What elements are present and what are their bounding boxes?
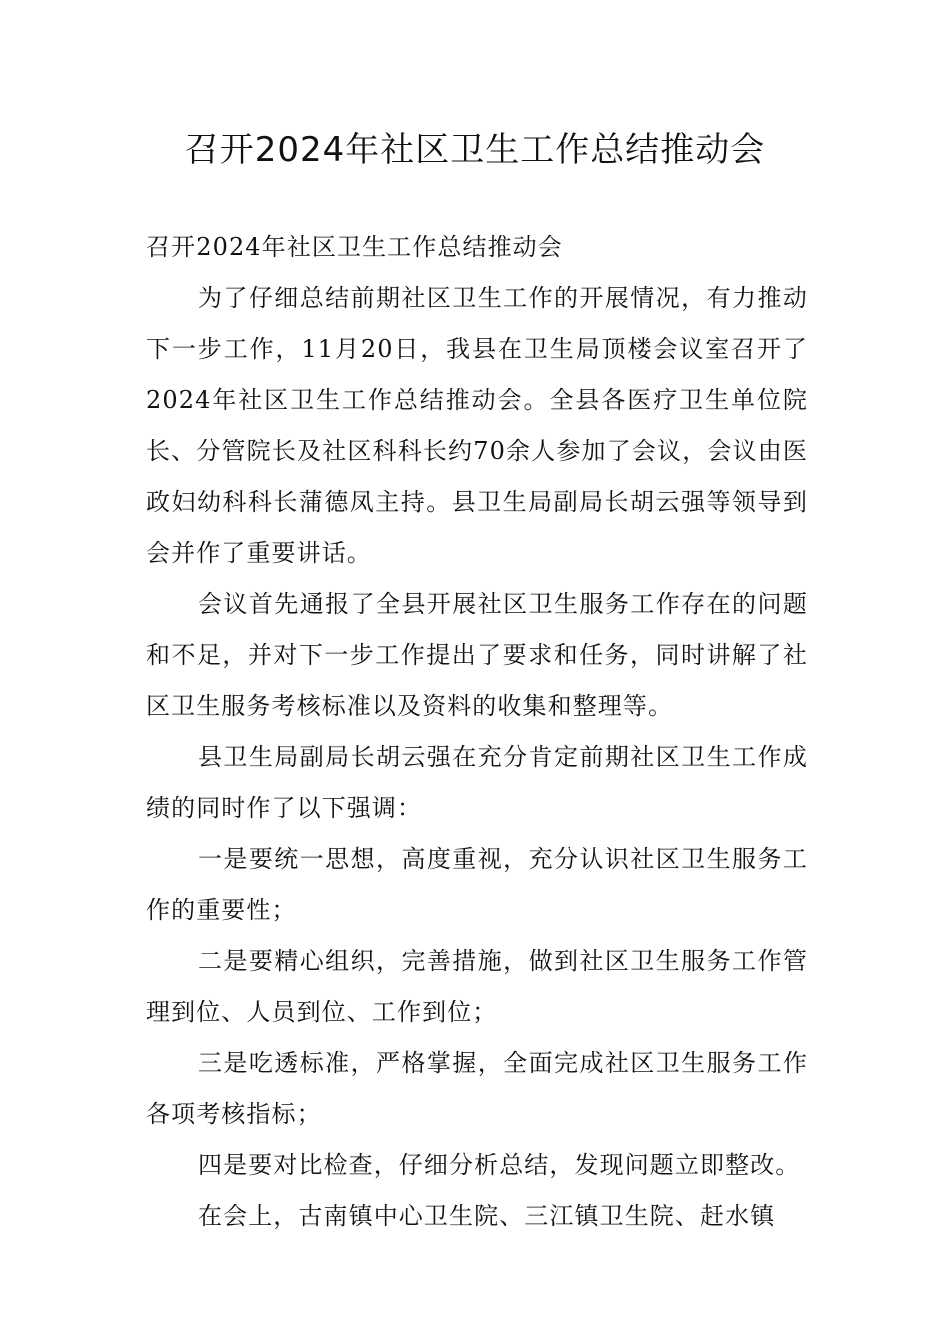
paragraph-point-4: 四是要对比检查，仔细分析总结，发现问题立即整改。 [198,1151,801,1179]
paragraph-point-2: 二是要精心组织，完善措施，做到社区卫生服务工作管理到位、人员到位、工作到位； [146,947,808,1026]
paragraph-meeting: 在会上，古南镇中心卫生院、三江镇卫生院、赶水镇 [198,1202,776,1230]
paragraph-intro: 为了仔细总结前期社区卫生工作的开展情况，有力推动下一步工作，11月20日，我县在卫生局顶楼会议室召开了2024年社区卫生工作总结推动会。全县各医疗卫生单位院长、分管院长及社区科科长约70余人参加了会议，会议由医政妇幼科科长蒲德凤主持。县卫生局副局长胡云强等领导到会并作了重要讲话。 [146,284,808,567]
paragraph-report: 会议首先通报了全县开展社区卫生服务工作存在的问题和不足，并对下一步工作提出了要求和任务，同时讲解了社区卫生服务考核标准以及资料的收集和整理等。 [146,590,808,720]
document-body [146,222,808,1242]
document-title: 召开2024年社区卫生工作总结推动会 [184,130,766,170]
paragraph-point-3: 三是吃透标准，严格掌握，全面完成社区卫生服务工作各项考核指标； [146,1049,808,1128]
subtitle-line: 召开2024年社区卫生工作总结推动会 [146,233,563,261]
paragraph-point-1: 一是要统一思想，高度重视，充分认识社区卫生服务工作的重要性； [146,845,808,924]
paragraph-speech: 县卫生局副局长胡云强在充分肯定前期社区卫生工作成绩的同时作了以下强调： [146,743,808,822]
